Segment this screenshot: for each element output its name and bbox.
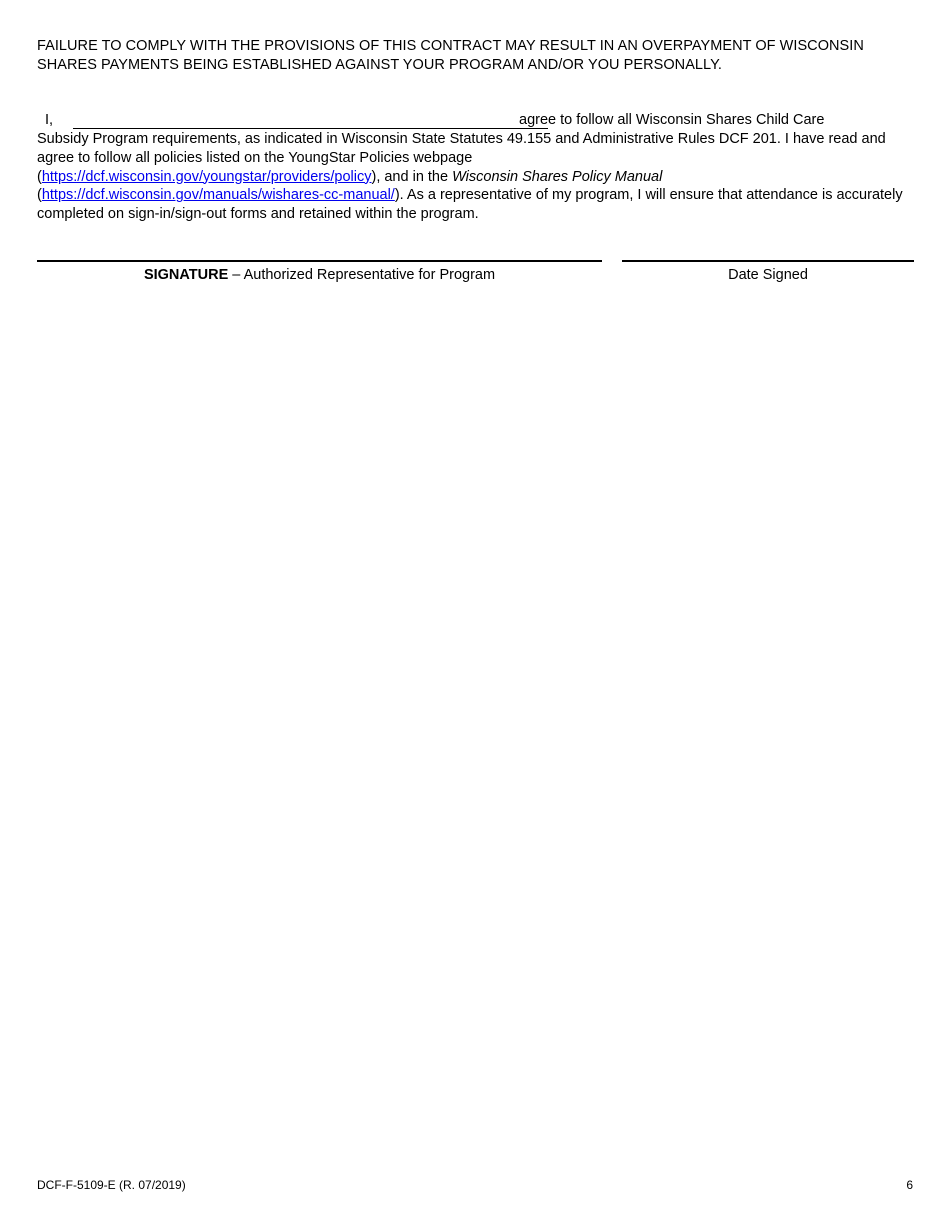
date-signed-caption: Date Signed (728, 267, 808, 283)
agreement-first-line (37, 111, 917, 130)
signature-caption (37, 266, 602, 285)
signature-label: SIGNATURE (143, 267, 229, 283)
form-identifier: DCF-F-5109-E (R. 07/2019) (37, 1178, 186, 1192)
paren-open-1: ( (37, 168, 42, 185)
agreement-text-3: ). As a representative of my program, I will ensure that attendance is accurately completed on sign-in/sign-out forms and retained within the program. (37, 187, 903, 223)
wishares-manual-link[interactable]: https://dcf.wisconsin.gov/manuals/wishares-cc-manual/ (41, 187, 395, 204)
representative-name-field[interactable] (73, 128, 548, 129)
agreement-text-1: Subsidy Program requirements, as indicated in Wisconsin State Statutes 49.155 and Administrative Rules DCF 201. I have read and agree to follow all policies listed on the YoungStar Policies webpage (37, 131, 886, 166)
paren-open-2: ( (37, 187, 42, 204)
signature-role-label: – Authorized Representative for Program (228, 267, 496, 283)
noncompliance-warning: FAILURE TO COMPLY WITH THE PROVISIONS OF THIS CONTRACT MAY RESULT IN AN OVERPAYMENT OF WISCONSIN SHARES PAYMENTS BEING ESTABLISHED AGAINST YOUR PROGRAM AND/OR YOU PERSONALLY. (37, 38, 864, 73)
policy-manual-title: Wisconsin Shares Policy Manual (452, 168, 663, 185)
agreement-pronoun: I, (45, 112, 54, 128)
agreement-text-2: ), and in the (371, 168, 453, 185)
date-signed-line[interactable] (622, 260, 914, 262)
agreement-statement (37, 111, 917, 224)
youngstar-policy-link[interactable]: https://dcf.wisconsin.gov/youngstar/providers/policy (41, 168, 372, 185)
agreement-body (37, 130, 917, 224)
signature-line[interactable] (37, 260, 602, 262)
agreement-lead-text: agree to follow all Wisconsin Shares Child Care (519, 112, 825, 128)
page-number: 6 (906, 1178, 913, 1192)
